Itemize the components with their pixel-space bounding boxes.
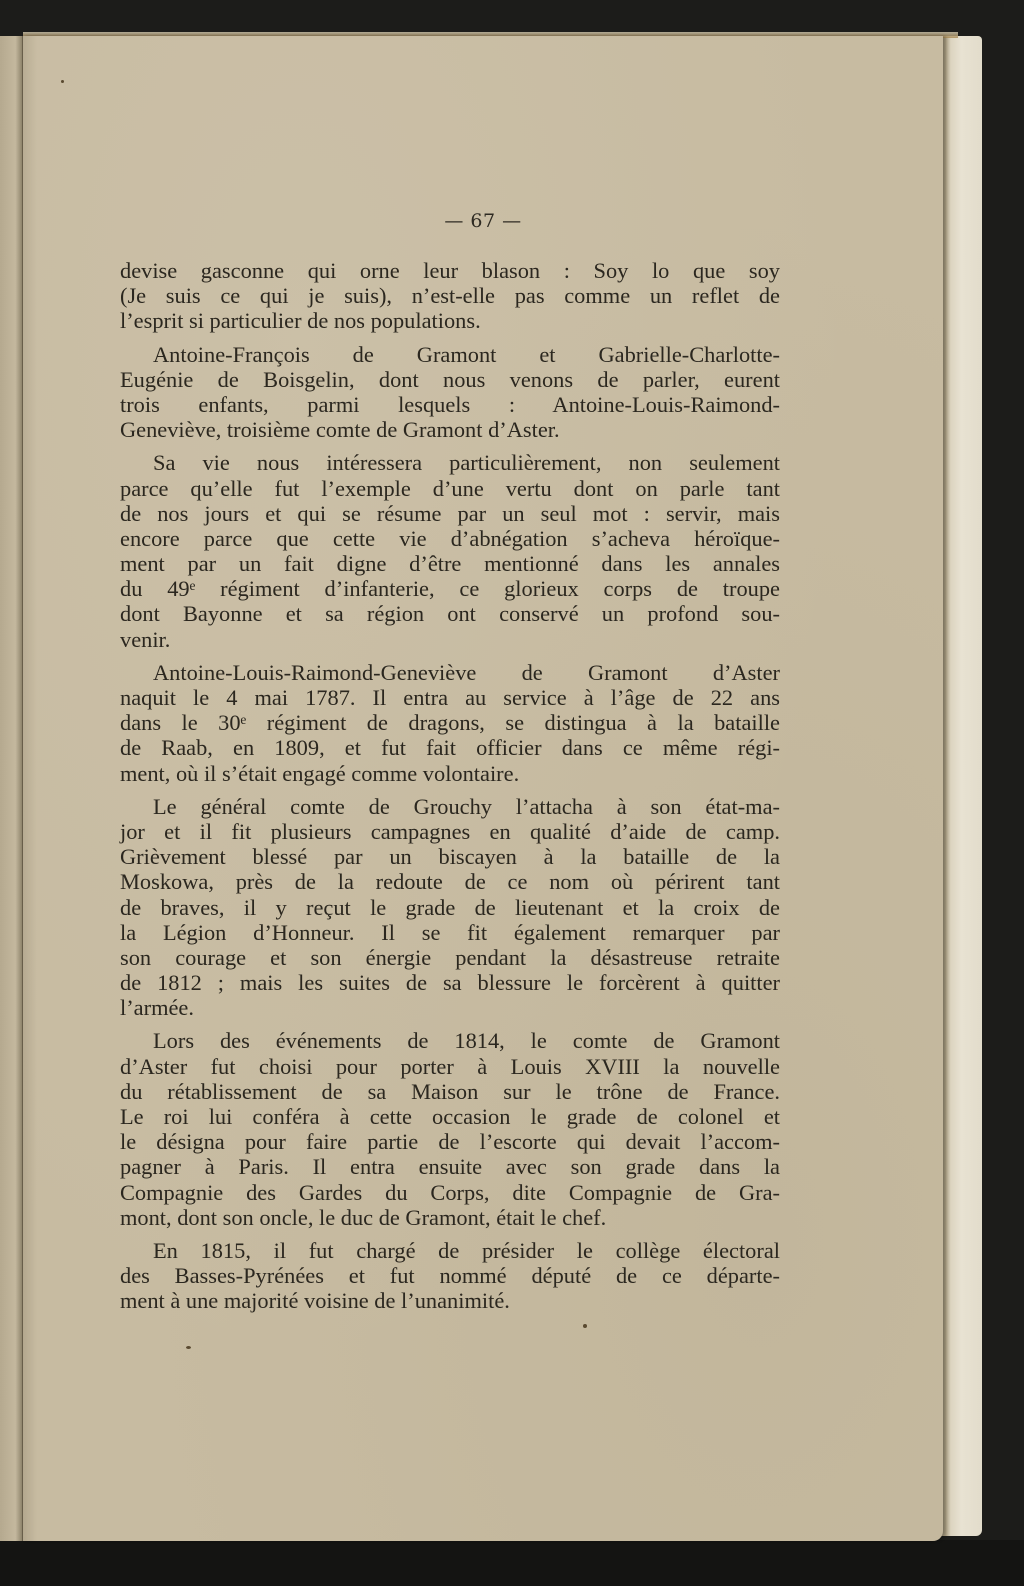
paragraph xyxy=(120,1028,780,1230)
text-line: du rétablissement de sa Maison sur le trône de France. xyxy=(120,1078,780,1104)
text-line: En 1815, il fut chargé de présider le collège électoral xyxy=(153,1237,780,1263)
text-line: son courage et son énergie pendant la désastreuse retraite xyxy=(120,944,780,970)
text-line: Eugénie de Boisgelin, dont nous venons de parler, eurent xyxy=(120,366,780,392)
text-line: devise gasconne qui orne leur blason : Soy lo que soy xyxy=(120,258,780,283)
text-line: l’armée. xyxy=(120,995,194,1021)
scan-backdrop xyxy=(0,1540,1024,1586)
ink-speck xyxy=(583,1324,587,1328)
facing-page-edge xyxy=(0,36,23,1541)
text-line: mont, dont son oncle, le duc de Gramont, était le chef. xyxy=(120,1204,607,1230)
text-line: pagner à Paris. Il entra ensuite avec son grade dans la xyxy=(120,1154,780,1180)
text-line: Antoine-François de Gramont et Gabrielle-Charlotte- xyxy=(153,341,780,367)
paragraph xyxy=(120,660,780,786)
paragraph xyxy=(120,794,780,1021)
paragraph xyxy=(120,450,780,652)
text-line: ment, où il s’était engagé comme volontaire. xyxy=(120,760,520,786)
paragraph xyxy=(120,342,780,443)
text-line: Le général comte de Grouchy l’attacha à son état-ma- xyxy=(153,793,780,819)
text-line: (Je suis ce qui je suis), n’est-elle pas comme un reflet de xyxy=(120,283,780,309)
ink-speck xyxy=(186,1346,191,1349)
text-line: Sa vie nous intéressera particulièrement, non seulement xyxy=(153,450,780,476)
text-line: Compagnie des Gardes du Corps, dite Compagnie de Gra- xyxy=(120,1179,780,1205)
text-line: encore parce que cette vie d’abnégation s’acheva héroïque- xyxy=(120,525,780,551)
text-line: la Légion d’Honneur. Il se fit également remarquer par xyxy=(120,919,780,945)
text-line: du 49ᵉ régiment d’infanterie, ce glorieux corps de troupe xyxy=(120,576,780,602)
paragraph xyxy=(120,258,780,334)
text-line: de Raab, en 1809, et fut fait officier dans ce même régi- xyxy=(120,735,780,761)
text-line: Grièvement blessé par un biscayen à la bataille de la xyxy=(120,844,780,870)
text-line: ment à une majorité voisine de l’unanimité. xyxy=(120,1288,510,1314)
text-line: Le roi lui conféra à cette occasion le grade de colonel et xyxy=(120,1104,780,1129)
paragraph xyxy=(120,1238,780,1314)
text-line: de nos jours et qui se résume par un seul mot : servir, mais xyxy=(120,500,780,526)
text-line: Moskowa, près de la redoute de ce nom où périrent tant xyxy=(120,869,780,895)
text-line: ment par un fait digne d’être mentionné dans les annales xyxy=(120,551,780,577)
text-line: dont Bayonne et sa région ont conservé un profond sou- xyxy=(120,601,780,627)
text-line: de braves, il y reçut le grade de lieutenant et la croix de xyxy=(120,894,780,920)
text-line: jor et il fit plusieurs campagnes en qualité d’aide de camp. xyxy=(120,818,780,844)
text-line: de 1812 ; mais les suites de sa blessure le forcèrent à quitter xyxy=(120,970,780,996)
text-line: trois enfants, parmi lesquels : Antoine-Louis-Raimond- xyxy=(120,391,780,417)
body-text xyxy=(120,258,780,1322)
text-line: Antoine-Louis-Raimond-Geneviève de Gramont d’Aster xyxy=(153,659,780,685)
text-line: Geneviève, troisième comte de Gramont d’Aster. xyxy=(120,417,560,443)
text-line: d’Aster fut choisi pour porter à Louis XVIII la nouvelle xyxy=(120,1053,780,1079)
text-line: Lors des événements de 1814, le comte de Gramont xyxy=(153,1028,780,1054)
text-line: naquit le 4 mai 1787. Il entra au service à l’âge de 22 ans xyxy=(120,685,780,710)
text-line: l’esprit si particulier de nos populations. xyxy=(120,308,481,334)
text-line: venir. xyxy=(120,626,171,652)
ink-speck xyxy=(61,80,64,83)
page-number: — 67 — xyxy=(444,210,522,232)
text-line: parce qu’elle fut l’exemple d’une vertu dont on parle tant xyxy=(120,475,780,501)
text-line: des Basses-Pyrénées et fut nommé député de ce départe- xyxy=(120,1263,780,1289)
text-line: dans le 30ᵉ régiment de dragons, se distingua à la bataille xyxy=(120,710,780,736)
book-page xyxy=(23,36,943,1541)
text-line: le désigna pour faire partie de l’escorte qui devait l’accom- xyxy=(120,1129,780,1155)
